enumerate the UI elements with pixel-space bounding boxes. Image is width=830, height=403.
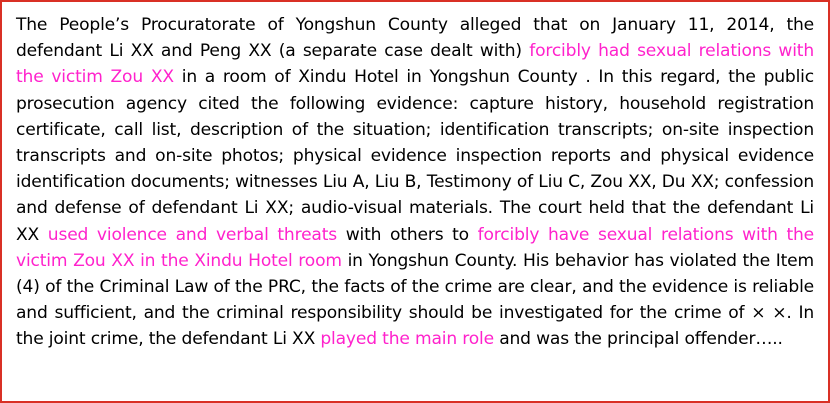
text-span: in a room of Xindu Hotel in Yongshun County . In this regard, the public prosecution agency cited the following evidence: capture history, household registration certificate, call list, description of the situation; identification transcripts; on-site inspection transcripts and on-site photos; physical evidence inspection reports and physical evidence identification documents; witnesses Liu A, Liu B, Testimony of Liu C, Zou XX, Du XX; confession and defense of defendant Li XX; audio-visual materials. The court held that the defendant Li XX [16,67,815,245]
text-span: and was the principal offender….. [493,329,783,350]
highlighted-text-span: used violence and verbal threats [47,224,337,245]
highlighted-text-span: forcibly have sexual relations with the victim Zou XX in the Xindu Hotel room [16,224,815,271]
text-span: in Yongshun County. His behavior has violated the Item (4) of the Criminal Law of the PRC, the facts of the crime are clear, and the evidence is reliable and sufficient, and the criminal responsibility should be investigated for the crime of × ×. In the joint crime, the defendant Li XX [16,250,814,350]
text-span: with others to [337,224,478,245]
highlighted-text-span: played the main role [320,329,494,350]
text-span: The People’s Procuratorate of Yongshun County alleged that on January 11, 2014, the defendant Li XX and Peng XX (a separate case dealt with) [16,15,814,62]
highlighted-text-span: forcibly had sexual relations with the victim Zou XX [16,41,814,88]
case-summary-paragraph [16,12,814,353]
